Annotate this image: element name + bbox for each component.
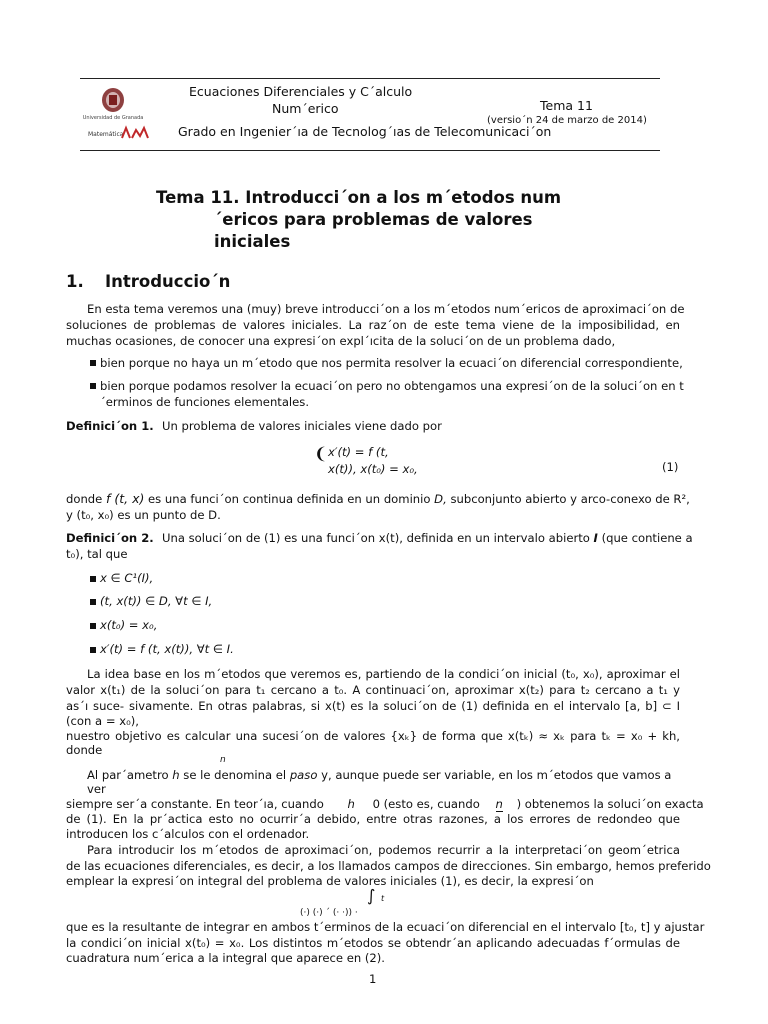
introducir-line1: Para introducir los m´etodos de aproximaci´on, podemos recurrir a la interpretaci´on geom´etrica: [87, 843, 680, 857]
idea-subscript-n: n: [220, 755, 226, 765]
def2-text-main: Una soluci´on de (1) es una funci´on x(t), definida en un intervalo abierto: [162, 531, 590, 545]
degree-name: Grado en Ingenier´ıa de Tecnolog´ıas de Telecomunicaci´on: [178, 124, 552, 139]
bullet-marker: [90, 599, 96, 605]
course-title-line1: Ecuaciones Diferenciales y C´alculo: [189, 84, 413, 99]
section-number: 1.: [66, 272, 84, 291]
paso-l3-a: siempre ser´a constante. En teor´ıa, cuando: [66, 797, 324, 811]
paso-l3-h: h: [347, 797, 355, 811]
paso-h: h: [172, 768, 180, 782]
definition-2-text: [162, 530, 693, 546]
integral-sign: ∫: [367, 886, 376, 905]
definition-2-line2: t₀), tal que: [66, 547, 128, 561]
svg-text:Universidad de Granada: Universidad de Granada: [82, 115, 144, 121]
def2-text-contiene: (que contiene a: [601, 531, 693, 545]
def2-item-4: x′(t) = f (t, x(t)), ∀t ∈ I.: [100, 642, 234, 656]
paso-line3: [66, 796, 704, 812]
paso-l3-c: ) obtenemos la soluci´on exacta: [516, 797, 704, 811]
idea-line6: donde: [66, 743, 103, 757]
paso-l3-n: n: [495, 797, 503, 811]
idea-line4: (con a = x₀),: [66, 714, 139, 728]
integral-limit: t: [381, 894, 385, 903]
svg-text:Matemática: Matemática: [88, 131, 124, 138]
document-title-line3: iniciales: [214, 232, 291, 251]
paso-text-b: se le denomina el: [183, 768, 287, 782]
paso-line5: introducen los c´alculos con el ordenador.: [66, 827, 310, 841]
paso-line4: de (1). En la pr´actica esto no ocurrir´a debido, entre otras razones, a los errores de redondeo que: [66, 812, 680, 826]
bullet-marker: [90, 647, 96, 653]
intro-line3: muchas ocasiones, de conocer una expresi´on expl´ıcita de la soluci´on de un problema dado,: [66, 334, 616, 348]
def1-domain-D: D,: [434, 492, 447, 506]
paso-word: paso: [289, 768, 318, 782]
integral-expression-garbled: (·) (·) ´ (· ·)) ·: [300, 908, 358, 918]
intro-line1: En esta tema veremos una (muy) breve introducci´on a los m´etodos num´ericos de aproximaci´on de: [87, 302, 685, 316]
equation-line2: x(t)), x(t₀) = x₀,: [328, 462, 418, 476]
page-number: 1: [369, 972, 377, 986]
equation-number: (1): [662, 460, 679, 474]
final-line3: cuadratura num´erica a la integral que aparece en (2).: [66, 951, 385, 965]
bullet-intro-1: bien porque no haya un m´etodo que nos permita resolver la ecuaci´on diferencial correspondiente,: [100, 356, 683, 370]
def2-item-1: x ∈ C¹(I),: [100, 571, 154, 585]
idea-line3: as´ı suce- sivamente. En otras palabras, si x(t) es la soluci´on de (1) definida en el intervalo [a, b] ⊂ I: [66, 699, 680, 713]
bullet-intro-2-line2: ´erminos de funciones elementales.: [100, 395, 310, 409]
header-bottom-rule: [80, 150, 660, 151]
def1-word-donde: donde: [66, 492, 103, 506]
definition-1-text: Un problema de valores iniciales viene dado por: [162, 419, 442, 433]
equation-line1: x′(t) = f (t,: [328, 445, 389, 459]
equation-brace: ❨: [314, 444, 328, 463]
final-line1: que es la resultante de integrar en ambos t´erminos de la ecuaci´on diferencial en el intervalo [t₀, t] y ajustar: [66, 920, 705, 934]
def2-item-3: x(t₀) = x₀,: [100, 618, 158, 632]
bullet-intro-2-line1: bien porque podamos resolver la ecuaci´on pero no obtengamos una expresi´on de la soluci´on en t: [100, 379, 684, 393]
document-title-line2: ´ericos para problemas de valores: [214, 210, 533, 229]
math-dept-logo-icon: [88, 124, 154, 142]
idea-line2: valor x(t₁) de la soluci´on para t₁ cercano a t₀. A continuaci´on, aproximar x(t₂) para t₂ cercano a t₁ y: [66, 683, 680, 697]
section-heading: Introduccio´n: [105, 272, 231, 291]
idea-line5: nuestro objetivo es calcular una sucesi´on de valores {xₖ} de forma que x(tₖ) ≈ xₖ para tₖ = x₀ + kh,: [66, 729, 680, 743]
paso-text-c: y, aunque puede ser variable, en los m´etodos que vamos a: [321, 768, 672, 782]
bullet-marker: [90, 360, 96, 366]
def1-text-subconjunto: subconjunto abierto y arco-conexo de R²,: [450, 492, 690, 506]
bullet-marker: [90, 576, 96, 582]
introducir-line2: de las ecuaciones diferenciales, es decir, a los llamados campos de direcciones. Sin embargo, hemos preferido: [66, 859, 711, 873]
def1-function-f: f (t, x): [105, 491, 145, 506]
def2-item-2: (t, x(t)) ∈ D, ∀t ∈ I,: [100, 594, 213, 608]
document-title-line1: Tema 11. Introducci´on a los m´etodos num: [156, 188, 562, 207]
course-title-line2: Num´erico: [272, 101, 339, 116]
final-line2: la condici´on inicial x(t₀) = x₀. Los distintos m´etodos se obtendr´an aplicando adecuadas f´ormulas de: [66, 936, 680, 950]
paso-text-a: Al par´ametro: [87, 768, 169, 782]
paso-line2: ver: [87, 782, 106, 796]
tema-label: Tema 11: [540, 98, 593, 113]
paso-line1: [87, 767, 671, 783]
def1-text-continua: es una funci´on continua definida en un dominio: [148, 492, 431, 506]
header-top-rule: [80, 78, 660, 79]
def1-after-line2: y (t₀, x₀) es un punto de D.: [66, 508, 221, 522]
def2-interval-I: I: [593, 531, 598, 545]
definition-1-label: Definici´on 1.: [66, 419, 154, 433]
def1-after-line1: [66, 491, 690, 507]
paso-l3-b: 0 (esto es, cuando: [372, 797, 480, 811]
bullet-marker: [90, 383, 96, 389]
introducir-line3: emplear la expresi´on integral del problema de valores iniciales (1), es decir, la expresi´on: [66, 874, 594, 888]
definition-2-label: Definici´on 2.: [66, 531, 154, 545]
university-logo-icon: [82, 86, 144, 122]
bullet-marker: [90, 623, 96, 629]
version-date: (versio´n 24 de marzo de 2014): [487, 115, 647, 126]
intro-line2: soluciones de problemas de valores iniciales. La raz´on de este tema viene de la imposibilidad, en: [66, 318, 680, 332]
idea-line1: La idea base en los m´etodos que veremos es, partiendo de la condici´on inicial (t₀, x₀), aproximar el: [87, 667, 680, 681]
